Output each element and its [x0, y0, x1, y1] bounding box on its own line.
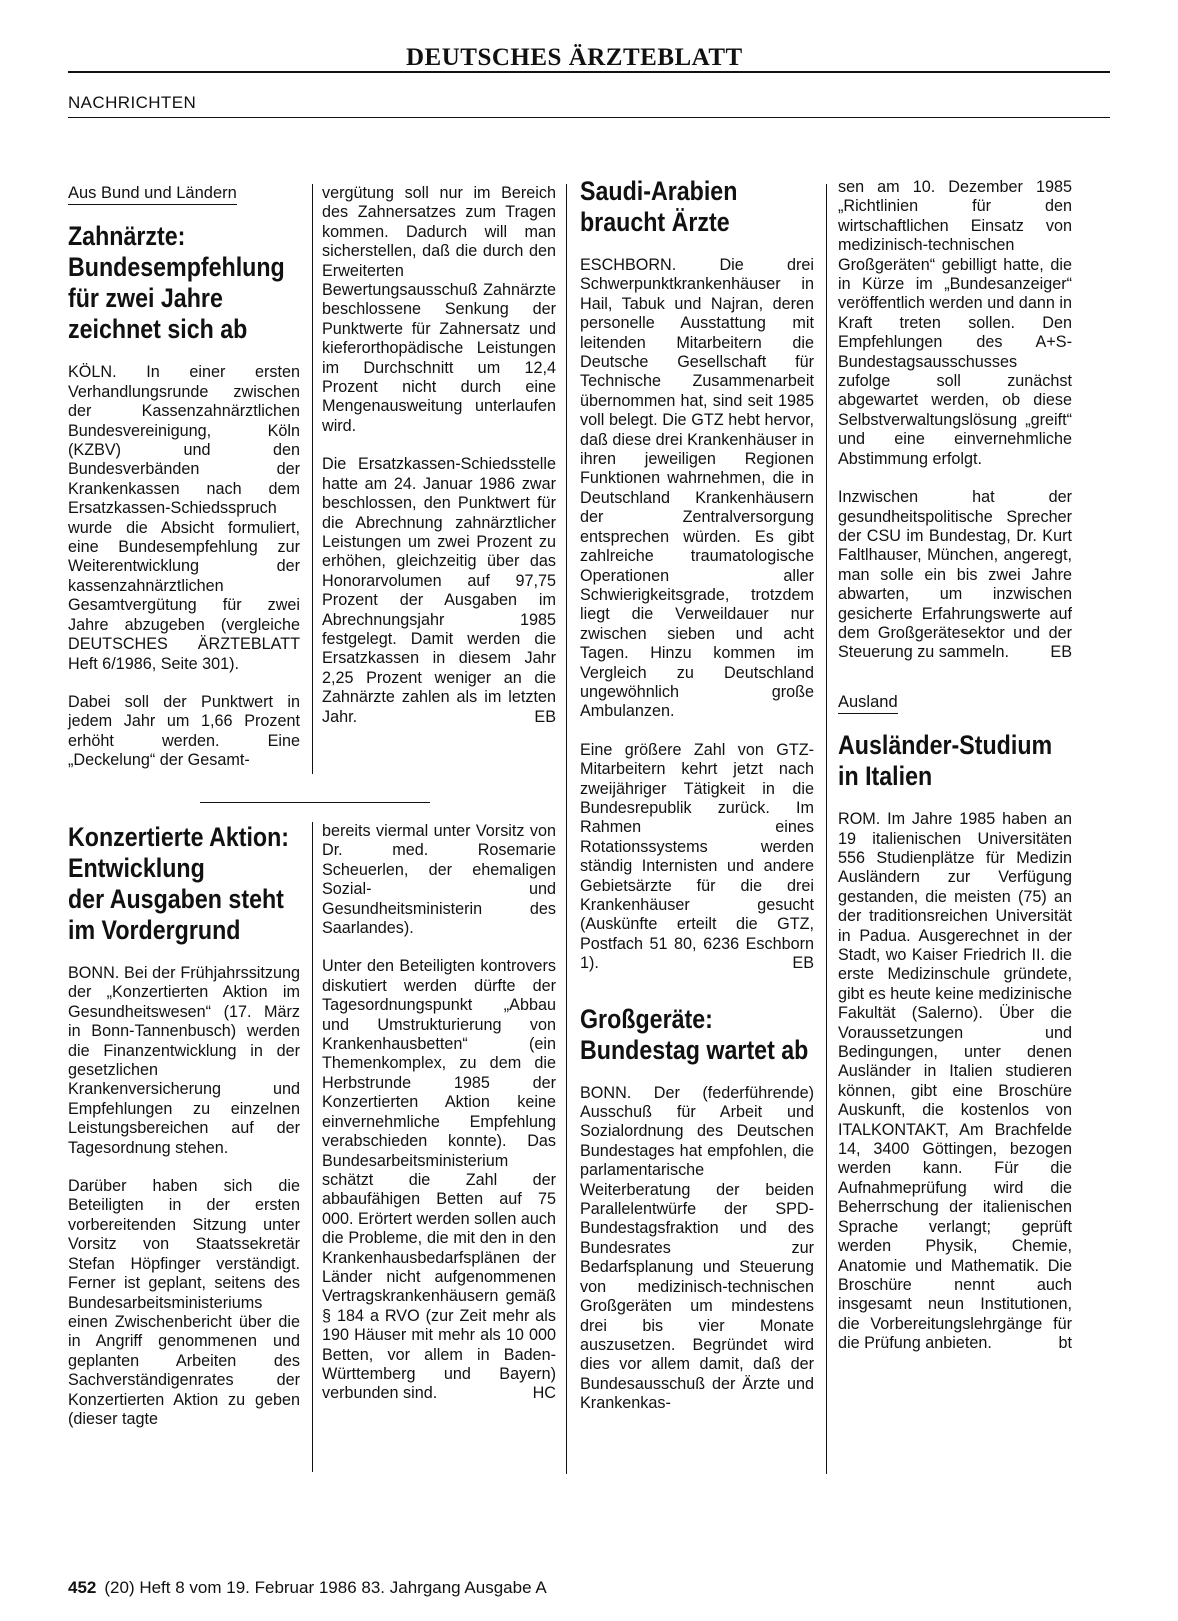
article-saudi-para-1: ESCHBORN. Die drei Schwerpunktkrankenhäuser in Hail, Tabuk und Najran, deren personelle Ausstattung mit leitenden Mitarbeitern die Deutsche Gesellschaft für Technische Zusammenarbeit übernommen hat, sind seit 1985 voll belegt. Die GTZ hebt hervor, daß diese drei Krankenhäuser in ihren jeweiligen Regionen Funktionen wahrnehmen, die in Deutschland Krankenhäusern der Zentralversorgung entsprechen würden. Es gibt zahlreiche traumatologische Operationen aller Schwierigkeitsgrade, trotzdem liegt die Verweildauer nur zwischen sieben und acht Tagen. Hinzu kommen im Vergleich zu Deutschland ungewöhnlich große Ambulanzen. — [580, 256, 814, 721]
article-separator — [200, 802, 430, 803]
article-zahnaerzte-para-1: KÖLN. In einer ersten Verhandlungsrunde zwischen der Kassenzahnärztlichen Bundesvereinigung, Köln (KZBV) und den Bundesverbänden der Krankenkassen nach dem Ersatzkassen-Schiedsspruch wurde die Absicht formuliert, eine Bundesempfehlung zur Weiterentwicklung der kassenzahnärztlichen Gesamtvergütung für zwei Jahre abzugeben (vergleiche DEUTSCHES ÄRZTEBLATT Heft 6/1986, Seite 301). — [68, 363, 300, 673]
article-zahnaerzte-col2 — [322, 184, 556, 727]
article-saudi-headline: Saudi-Arabien braucht Ärzte — [580, 176, 738, 237]
article-zahnaerzte-headline: Zahnärzte: Bundesempfehlung für zwei Jahre zeichnet sich ab — [68, 221, 285, 345]
page-number: 452 — [68, 1578, 97, 1597]
article-zahnaerzte-kicker: Aus Bund und Ländern — [68, 184, 237, 205]
article-saudi-para-2: Eine größere Zahl von GTZ-Mitarbeitern kehrt jetzt nach zweijähriger Tätigkeit in die Bundesrepublik zurück. Im Rahmen eines Rotationssystems werden ständig Internisten und andere Gebietsärzte für die drei Krankenhäuser gesucht (Auskünfte erteilt die GTZ, Postfach 51 80, 6236 Eschborn 1). EB — [580, 740, 814, 973]
article-konzertierte-signature: HC — [532, 1384, 556, 1403]
section-rule — [68, 117, 1110, 118]
article-zahnaerzte-para-3: vergütung soll nur im Bereich des Zahnersatzes zum Tragen kommen. Dadurch will man sicherstellen, daß die durch den Erweiterten Bewertungsausschuß Zahnärzte beschlossene Senkung der Punktwerte für Zahnersatz und kieferorthopädische Leistungen im Durchschnitt um 12,4 Prozent nicht durch eine Mengenausweitung unterlaufen wird. — [322, 184, 556, 435]
article-grossgeraete-para-1: BONN. Der (federführende) Ausschuß für Arbeit und Sozialordnung des Deutschen Bundestages hat empfohlen, die parlamentarische Weiterberatung der beiden Parallelentwürfe der SPD-Bundestagsfraktion und des Bundesrates zur Bedarfsplanung und Steuerung von medizinisch-technischen Großgeräten um mindestens drei bis vier Monate auszusetzen. Begründet wird dies vor allem damit, daß der Bundesausschuß der Ärzte und Krankenkas- — [580, 1083, 814, 1413]
article-saudi-signature: EB — [792, 954, 814, 973]
masthead-title: DEUTSCHES ÄRZTEBLATT — [406, 44, 743, 71]
article-auslaender-para-1: ROM. Im Jahre 1985 haben an 19 italienischen Universitäten 556 Studienplätze für Medizin Ausländern zur Verfügung gestanden, die meisten (75) an der traditionsreichen Universität in Padua. Ausgerechnet in der Stadt, wo Kaiser Friedrich II. die erste Medizinschule gründete, gibt es heute keine medizinische Fakultät (Salerno). Über die Voraussetzungen und Bedingungen, unter denen Ausländer in Italien studieren können, gibt eine Broschüre Auskunft, die kostenlos von ITALKONTAKT, Am Brachfelde 14, 3400 Göttingen, bezogen werden kann. Für die Aufnahmeprüfung wird die Beherrschung der italienischen Sprache verlangt; geprüft werden Physik, Chemie, Anatomie und Mathematik. Die Broschüre nennt auch insgesamt neun Institutionen, die Vorbereitungslehrgänge für die Prüfung anbieten. bt — [838, 810, 1072, 1353]
article-grossgeraete-para-3: Inzwischen hat der gesundheitspolitische Sprecher der CSU im Bundestag, Dr. Kurt Faltlhauser, München, angeregt, man solle ein bis zwei Jahre abwarten, um inzwischen gesicherte Erfahrungswerte auf dem Großgerätesektor und der Steuerung zu sammeln. EB — [838, 488, 1072, 662]
article-auslaender-signature: bt — [1058, 1334, 1072, 1353]
column-divider-4 — [826, 184, 827, 1474]
column-divider-1 — [312, 184, 313, 774]
article-konzertierte-para-2: Darüber haben sich die Beteiligten in der ersten vorbereitenden Sitzung unter Vorsitz von Staatssekretär Stefan Höpfinger verständigt. Ferner ist geplant, seitens des Bundesarbeitsministeriums einen Zwischenbericht über die in Angriff genommenen und geplanten Arbeiten des Sachverständigenrates der Konzertierten Aktion zu geben (dieser tagte — [68, 1177, 300, 1428]
article-konzertierte-para-4: Unter den Beteiligten kontrovers diskutiert werden dürfte der Tagesordnungspunkt „Abbau und Umstrukturierung von Krankenhausbetten“ (ein Themenkomplex, zu dem die Herbstrunde 1985 der Konzertierten Aktion keine einvernehmliche Empfehlung verabschieden konnte). Das Bundesarbeitsministerium schätzt die Zahl der abbaufähigen Betten auf 75 000. Erörtert werden sollen auch die Probleme, die mit den in den Krankenhausbedarfsplänen der Länder nicht aufgenommenen Vertragskrankenhäusern gemäß § 184 a RVO (zur Zeit mehr als 190 Häuser mit mehr als 10 000 Betten, vor allem in Baden-Württemberg und Bayern) verbunden sind. HC — [322, 957, 556, 1403]
article-konzertierte-col2 — [322, 822, 556, 1404]
column-divider-3 — [566, 184, 567, 1474]
article-grossgeraete-para-2: sen am 10. Dezember 1985 „Richtlinien für den wirtschaftlichen Einsatz von medizinisch-technischen Großgeräten“ gebilligt hatte, die in Kürze im „Bundesanzeiger“ veröffentlich werden und dann in Kraft treten sollen. Den Empfehlungen des A+S-Bundestagsausschusses zufolge soll zunächst abgewartet werden, ob diese Selbstverwaltungslösung „greift“ und eine einvernehmliche Abstimmung erfolgt. — [838, 178, 1072, 468]
column-divider-2 — [312, 822, 313, 1472]
article-zahnaerzte-col1 — [68, 184, 300, 771]
page-footer — [68, 1578, 547, 1598]
article-konzertierte-headline: Konzertierte Aktion: Entwicklung der Ausgaben steht im Vordergrund — [68, 822, 290, 945]
column-4 — [838, 178, 1072, 1354]
article-konzertierte-para-1: BONN. Bei der Frühjahrssitzung der „Konzertierten Aktion im Gesundheitswesen“ (17. März in Bonn-Tannenbusch) werden die Finanzentwicklung in der gesetzlichen Krankenversicherung und Empfehlungen zu einzelnen Leistungsbereichen auf der Tagesordnung stehen. — [68, 964, 300, 1157]
article-auslaender-headline: Ausländer-Studium in Italien — [838, 730, 1053, 792]
masthead-rule — [68, 71, 1110, 73]
article-konzertierte-para-3: bereits viermal unter Vorsitz von Dr. med. Rosemarie Scheuerlen, der ehemaligen Sozial- und Gesundheitsministerin des Saarlandes). — [322, 822, 556, 938]
article-grossgeraete-signature: EB — [1050, 643, 1072, 662]
section-label: NACHRICHTEN — [68, 93, 197, 112]
article-konzertierte-col1 — [68, 822, 300, 1429]
column-3 — [580, 176, 814, 1414]
article-grossgeraete-headline: Großgeräte: Bundestag wartet ab — [580, 1003, 809, 1065]
article-zahnaerzte-signature: EB — [534, 707, 556, 726]
issue-info: (20) Heft 8 vom 19. Februar 1986 83. Jahrgang Ausgabe A — [104, 1578, 547, 1597]
article-auslaender-kicker: Ausland — [838, 693, 898, 714]
article-zahnaerzte-para-2: Dabei soll der Punktwert in jedem Jahr um 1,66 Prozent erhöht werden. Eine „Deckelung“ der Gesamt- — [68, 692, 300, 770]
article-zahnaerzte-para-4: Die Ersatzkassen-Schiedsstelle hatte am 24. Januar 1986 zwar beschlossen, den Punktwert für die Abrechnung zahnärztlicher Leistungen um zwei Prozent zu erhöhen, gleichzeitig über das Honorarvolumen auf 97,75 Prozent der Ausgaben im Abrechnungsjahr 1985 festgelegt. Damit werden die Ersatzkassen in diesem Jahr 2,25 Prozent weniger an die Zahnärzte zahlen als im letzten Jahr. EB — [322, 455, 556, 726]
